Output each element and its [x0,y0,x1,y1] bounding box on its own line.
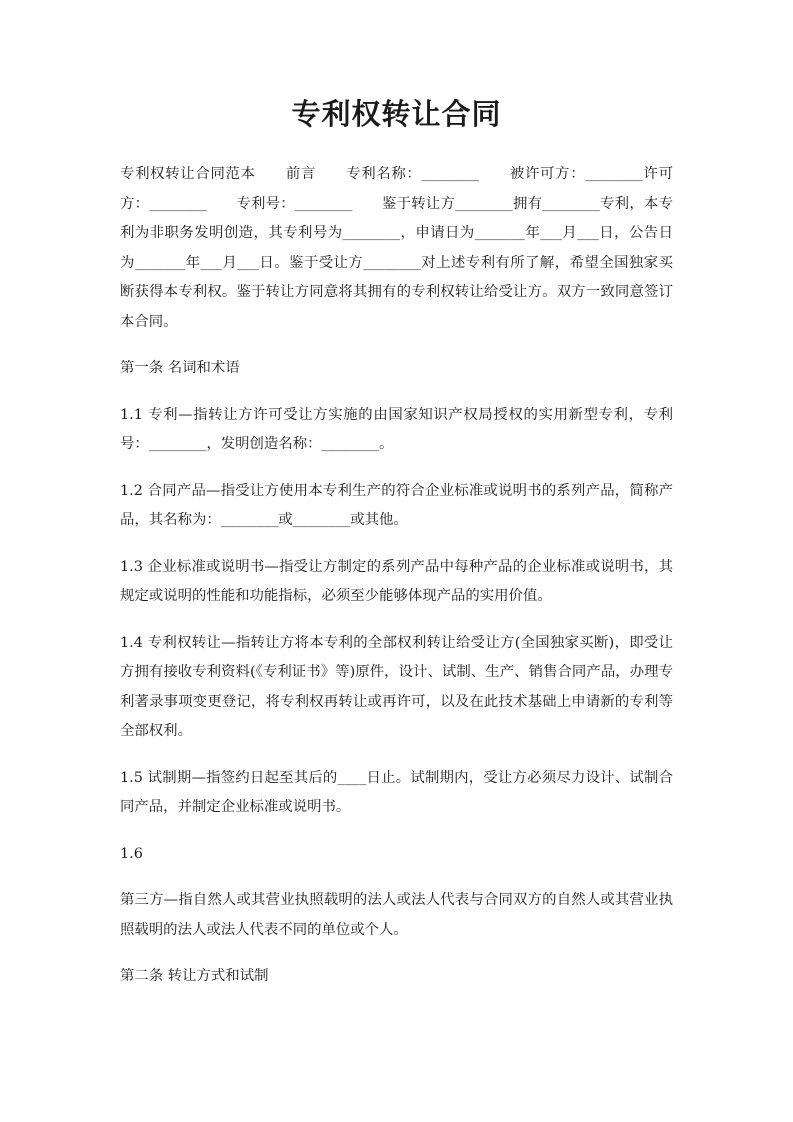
clause-1-6-text: 第三方—指自然人或其营业执照载明的法人或法人代表与合同双方的自然人或其营业执照载明的法人或法人代表不同的单位或个人。 [120,892,673,938]
clause-1-2: 1.2 合同产品—指受让方使用本专利生产的符合企业标准或说明书的系列产品，简称产品，其名称为：________或________或其他。 [120,482,673,528]
document-title: 专利权转让合同 [291,97,502,131]
clause-1-6-number: 1.6 [120,845,143,862]
clause-1-3: 1.3 企业标准或说明书—指受让方制定的系列产品中每种产品的企业标准或说明书，其规定或说明的性能和功能指标，必须至少能够体现产品的实用价值。 [120,558,673,604]
article-2-heading: 第二条 转让方式和试制 [120,968,269,984]
preamble-paragraph: 专利权转让合同范本 前言 专利名称：________ 被许可方：________许可方：________ 专利号：________ 鉴于转让方________拥有________专利，本专利为非职务发明创造，其专利号为________，申请日为_______年___月___日，公告日为_______年___月___日。鉴于受让方________对上述专利有所了解，希望全国独家买断获得本专利权。鉴于转让方同意将其拥有的专利权转让给受让方。双方一致同意签订本合同。 [120,166,673,330]
clause-1-4: 1.4 专利权转让—指转让方将本专利的全部权利转让给受让方(全国独家买断)，即受让方拥有接收专利资料(《专利证书》等)原件，设计、试制、生产、销售合同产品，办理专利著录事项变更登记，将专利权再转让或再许可，以及在此技术基础上申请新的专利等全部权利。 [120,634,673,739]
clause-1-1: 1.1 专利—指转让方许可受让方实施的由国家知识产权局授权的实用新型专利，专利号：________，发明创造名称：________。 [120,406,673,452]
article-1-heading: 第一条 名词和术语 [120,360,240,376]
document-body [120,160,673,1009]
clause-1-5: 1.5 试制期—指签约日起至其后的____日止。试制期内，受让方必须尽力设计、试制合同产品，并制定企业标准或说明书。 [120,769,673,815]
